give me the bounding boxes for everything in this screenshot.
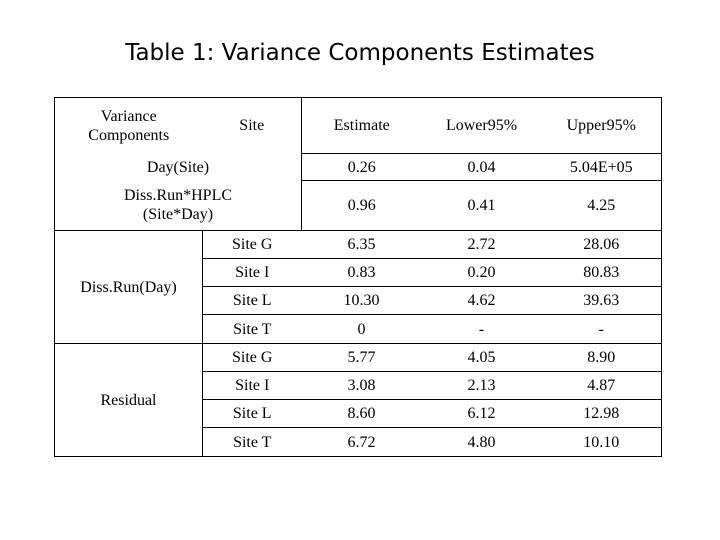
row-label-dissrun-hplc: Diss.Run*HPLC (Site*Day) (55, 181, 302, 231)
header-variance-components: Variance Components (55, 98, 203, 154)
cell-site: Site G (203, 344, 302, 372)
header-estimate: Estimate (302, 98, 422, 154)
variance-components-table (54, 97, 662, 457)
cell-upper95: 80.83 (542, 259, 662, 287)
cell-upper95: 4.25 (542, 181, 662, 231)
cell-lower95: 6.12 (422, 400, 542, 428)
cell-lower95: 4.05 (422, 344, 542, 372)
cell-upper95: 28.06 (542, 231, 662, 259)
cell-estimate: 8.60 (302, 400, 422, 428)
cell-estimate: 6.35 (302, 231, 422, 259)
cell-upper95: - (542, 315, 662, 344)
cell-site: Site L (203, 400, 302, 428)
cell-upper95: 4.87 (542, 372, 662, 400)
header-upper95: Upper95% (542, 98, 662, 154)
cell-lower95: 2.72 (422, 231, 542, 259)
cell-estimate: 0.83 (302, 259, 422, 287)
cell-site: Site L (203, 287, 302, 315)
cell-lower95: 2.13 (422, 372, 542, 400)
table-row-dissrun-hplc (55, 181, 662, 231)
header-lower95: Lower95% (422, 98, 542, 154)
table-row (55, 344, 662, 372)
cell-lower95: 0.41 (422, 181, 542, 231)
group-label-residual: Residual (55, 344, 203, 457)
cell-estimate: 6.72 (302, 428, 422, 457)
table-header-row (55, 98, 662, 154)
cell-site: Site I (203, 259, 302, 287)
cell-estimate: 0 (302, 315, 422, 344)
cell-lower95: 4.80 (422, 428, 542, 457)
header-site: Site (203, 98, 302, 154)
cell-upper95: 5.04E+05 (542, 154, 662, 181)
cell-estimate: 10.30 (302, 287, 422, 315)
cell-upper95: 10.10 (542, 428, 662, 457)
cell-lower95: 4.62 (422, 287, 542, 315)
cell-estimate: 0.26 (302, 154, 422, 181)
cell-site: Site G (203, 231, 302, 259)
cell-site: Site I (203, 372, 302, 400)
cell-upper95: 39.63 (542, 287, 662, 315)
table-row (55, 231, 662, 259)
cell-estimate: 5.77 (302, 344, 422, 372)
row-label-day-site: Day(Site) (55, 154, 302, 181)
group-label-dissrun-day: Diss.Run(Day) (55, 231, 203, 344)
cell-upper95: 8.90 (542, 344, 662, 372)
page-title: Table 1: Variance Components Estimates (125, 40, 595, 66)
table-row-day-site (55, 154, 662, 181)
cell-lower95: - (422, 315, 542, 344)
cell-estimate: 0.96 (302, 181, 422, 231)
cell-upper95: 12.98 (542, 400, 662, 428)
cell-estimate: 3.08 (302, 372, 422, 400)
cell-site: Site T (203, 315, 302, 344)
cell-site: Site T (203, 428, 302, 457)
cell-lower95: 0.20 (422, 259, 542, 287)
cell-lower95: 0.04 (422, 154, 542, 181)
